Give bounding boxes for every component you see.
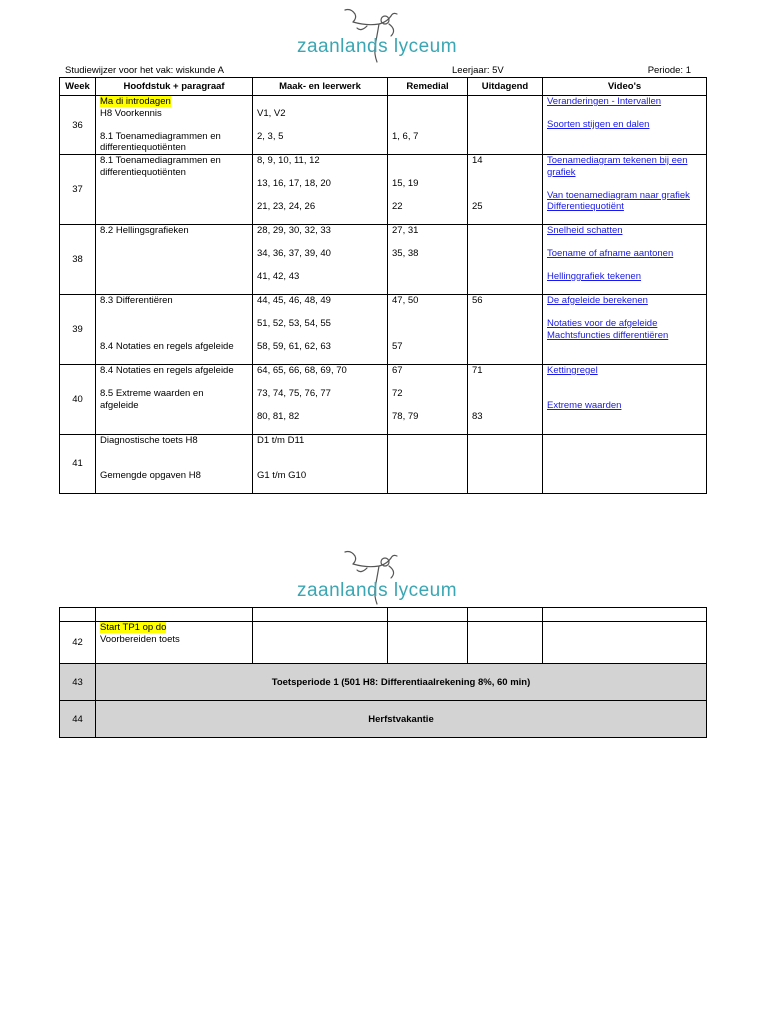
- table-row-week-42: [60, 622, 707, 664]
- subject-label: Studiewijzer voor het vak: wiskunde A: [65, 65, 224, 76]
- challenge-cell: [468, 365, 543, 435]
- videos-cell: [543, 365, 707, 435]
- chapter-cell: [96, 96, 253, 155]
- video-link[interactable]: Veranderingen - Intervallen: [547, 96, 662, 107]
- videos-cell: [543, 295, 707, 365]
- year-label: Leerjaar: 5V: [452, 65, 504, 76]
- week-cell: 39: [60, 295, 96, 365]
- week-cell: 41: [60, 435, 96, 494]
- chapter-line: Gemengde opgaven H8: [100, 469, 201, 481]
- chapter-line: H8 Voorkennis: [100, 107, 162, 119]
- week-cell: 36: [60, 96, 96, 155]
- chapter-line: 8.2 Hellingsgrafieken: [100, 225, 189, 236]
- logo-text: zaanlands lyceum: [296, 580, 458, 601]
- table-row-week-44: [60, 701, 707, 738]
- video-link[interactable]: Kettingregel: [547, 365, 598, 376]
- work-line: 21, 23, 24, 26: [257, 201, 316, 212]
- video-link[interactable]: Machtsfuncties differentiëren: [547, 329, 669, 341]
- challenge-cell: [468, 96, 543, 155]
- work-line: 58, 59, 61, 62, 63: [257, 341, 331, 352]
- video-link[interactable]: grafiek: [547, 166, 576, 178]
- week-cell: 37: [60, 155, 96, 225]
- challenge-line: 14: [472, 155, 483, 166]
- school-logo: [267, 6, 487, 64]
- col-header-remedial: Remedial: [388, 78, 468, 96]
- chapter-cell: [96, 435, 253, 494]
- table-header-row: [60, 78, 707, 96]
- video-link[interactable]: Toenamediagram tekenen bij een: [547, 155, 688, 166]
- remedial-line: 22: [392, 201, 403, 212]
- study-guide-table: [59, 77, 707, 494]
- table-row-week-43: [60, 664, 707, 701]
- school-logo-page2: [267, 548, 487, 606]
- video-link[interactable]: De afgeleide berekenen: [547, 295, 648, 306]
- remedial-cell: [388, 225, 468, 295]
- work-line: 34, 36, 37, 39, 40: [257, 248, 331, 259]
- work-line: 28, 29, 30, 32, 33: [257, 225, 331, 236]
- remedial-line: 15, 19: [392, 178, 419, 189]
- chapter-cell: [96, 225, 253, 295]
- remedial-line: 47, 50: [392, 295, 419, 306]
- table-row-week-41: [60, 435, 707, 494]
- highlight-note: Ma di introdagen: [100, 96, 171, 107]
- remedial-line: 67: [392, 365, 403, 376]
- logo-text: zaanlands lyceum: [296, 36, 458, 57]
- col-header-week: Week: [60, 78, 96, 96]
- table-row-week-37: [60, 155, 707, 225]
- remedial-cell: [388, 435, 468, 494]
- challenge-line: 25: [472, 201, 483, 212]
- col-header-challenge: Uitdagend: [468, 78, 543, 96]
- week-cell: 42: [60, 622, 96, 664]
- remedial-cell: [388, 96, 468, 155]
- study-guide-table-page2: [59, 607, 707, 738]
- chapter-line: differentiequotiënten: [100, 166, 186, 178]
- remedial-line: 35, 38: [392, 248, 419, 259]
- test-period-cell: Toetsperiode 1 (501 H8: Differentiaalrekening 8%, 60 min): [96, 664, 707, 701]
- chapter-line: 8.4 Notaties en regels afgeleide: [100, 365, 234, 376]
- work-line: 41, 42, 43: [257, 271, 300, 282]
- videos-cell: [543, 435, 707, 494]
- col-header-work: Maak- en leerwerk: [253, 78, 388, 96]
- work-line: G1 t/m G10: [257, 469, 307, 481]
- chapter-line: afgeleide: [100, 399, 139, 411]
- table-row-week-39: [60, 295, 707, 365]
- challenge-line: 83: [472, 411, 483, 422]
- table-row-week-38: [60, 225, 707, 295]
- work-cell: [253, 295, 388, 365]
- work-cell: [253, 225, 388, 295]
- week-cell: 44: [60, 701, 96, 738]
- highlight-note: Start TP1 op do: [100, 622, 167, 633]
- challenge-cell: [468, 225, 543, 295]
- work-cell: [253, 435, 388, 494]
- document-header: [65, 65, 691, 77]
- work-line: 44, 45, 46, 48, 49: [257, 295, 331, 306]
- chapter-line: Voorbereiden toets: [100, 633, 180, 645]
- col-header-chapter: Hoofdstuk + paragraaf: [96, 78, 253, 96]
- video-link[interactable]: Snelheid schatten: [547, 225, 623, 236]
- work-line: 73, 74, 75, 76, 77: [257, 388, 331, 399]
- video-link[interactable]: Toename of afname aantonen: [547, 248, 674, 259]
- chapter-line: 8.5 Extreme waarden en: [100, 388, 204, 399]
- chapter-cell: [96, 365, 253, 435]
- empty-row: [60, 608, 707, 622]
- videos-cell: [543, 225, 707, 295]
- chapter-line: 8.1 Toenamediagrammen en: [100, 130, 221, 142]
- remedial-cell: [388, 365, 468, 435]
- chapter-line: Diagnostische toets H8: [100, 435, 198, 446]
- col-header-videos: Video's: [543, 78, 707, 96]
- chapter-line: differentiequotiënten: [100, 142, 186, 153]
- challenge-cell: [468, 155, 543, 225]
- week-cell: 43: [60, 664, 96, 701]
- challenge-cell: [468, 295, 543, 365]
- table-row-week-36: [60, 96, 707, 155]
- table-row-week-40: [60, 365, 707, 435]
- remedial-line: 78, 79: [392, 411, 419, 422]
- chapter-line: 8.1 Toenamediagrammen en: [100, 155, 221, 166]
- work-cell: [253, 365, 388, 435]
- videos-cell: [543, 96, 707, 155]
- work-line: 2, 3, 5: [257, 130, 284, 142]
- period-label: Periode: 1: [647, 65, 691, 76]
- work-line: 64, 65, 66, 68, 69, 70: [257, 365, 347, 376]
- video-link[interactable]: Extreme waarden: [547, 399, 622, 411]
- work-line: D1 t/m D11: [257, 435, 305, 446]
- work-line: 80, 81, 82: [257, 411, 300, 422]
- work-line: 13, 16, 17, 18, 20: [257, 178, 331, 189]
- remedial-line: 72: [392, 388, 403, 399]
- challenge-line: 56: [472, 295, 483, 306]
- chapter-cell: [96, 622, 253, 664]
- remedial-cell: [388, 155, 468, 225]
- challenge-line: 71: [472, 365, 483, 376]
- video-link[interactable]: Differentiequotiënt: [547, 201, 624, 212]
- remedial-line: 27, 31: [392, 225, 419, 236]
- holiday-cell: Herfstvakantie: [96, 701, 707, 738]
- work-cell: [253, 96, 388, 155]
- video-link[interactable]: Soorten stijgen en dalen: [547, 119, 650, 130]
- videos-cell: [543, 155, 707, 225]
- week-cell: 38: [60, 225, 96, 295]
- week-cell: 40: [60, 365, 96, 435]
- chapter-cell: [96, 295, 253, 365]
- work-line: 8, 9, 10, 11, 12: [257, 155, 320, 166]
- video-link[interactable]: Van toenamediagram naar grafiek: [547, 189, 690, 201]
- remedial-line: 57: [392, 341, 403, 352]
- work-line: 51, 52, 53, 54, 55: [257, 318, 331, 329]
- chapter-cell: [96, 155, 253, 225]
- work-line: V1, V2: [257, 107, 286, 119]
- work-cell: [253, 155, 388, 225]
- remedial-line: 1, 6, 7: [392, 130, 419, 142]
- video-link[interactable]: Notaties voor de afgeleide: [547, 318, 658, 329]
- chapter-line: 8.4 Notaties en regels afgeleide: [100, 341, 234, 352]
- video-link[interactable]: Hellinggrafiek tekenen: [547, 271, 642, 282]
- remedial-cell: [388, 295, 468, 365]
- chapter-line: 8.3 Differentiëren: [100, 295, 173, 306]
- challenge-cell: [468, 435, 543, 494]
